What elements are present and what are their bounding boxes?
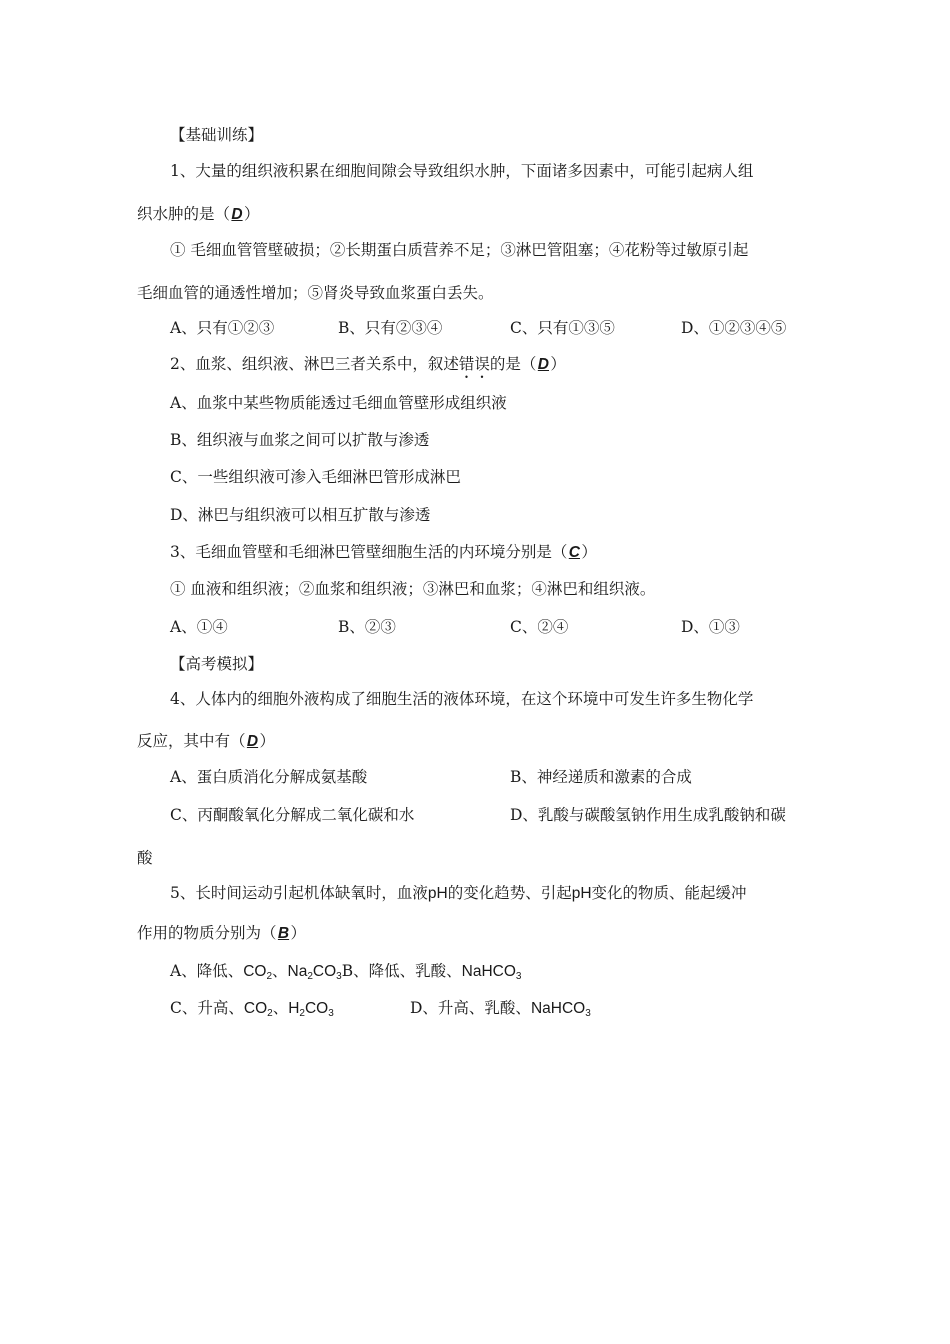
q4-answer: D: [246, 733, 259, 750]
section-heading-exam: 【高考模拟】: [170, 655, 264, 673]
q3-option-d: D、①③: [681, 618, 740, 636]
q5-stem-line2: [137, 923, 817, 944]
q5-option-b-label: B、降低、乳酸、: [341, 962, 462, 980]
q5-stem-text-1: 5、长时间运动引起机体缺氧时，血液: [170, 884, 428, 902]
q3-statements: ① 血液和组织液；②血浆和组织液；③淋巴和血浆；④淋巴和组织液。: [170, 580, 656, 598]
q5-co3-c: CO: [304, 1000, 329, 1017]
q3-option-b: B、②③: [338, 618, 396, 636]
q5-ph-2: pH: [571, 885, 592, 902]
q4-options-row2: [170, 805, 850, 825]
q1-stem-line2: [137, 204, 817, 225]
q1-stem-text: 织水肿的是（: [137, 205, 231, 223]
q5-option-c: [170, 998, 334, 1019]
q4-option-b: B、神经递质和激素的合成: [510, 768, 692, 786]
q3-option-c: C、②④: [510, 618, 569, 636]
q5-ph-1: pH: [427, 885, 448, 902]
q2-emphasis: 错误: [458, 355, 490, 373]
q5-option-d: [410, 998, 591, 1019]
q5-close-paren: ）: [290, 924, 307, 942]
q5-option-c-label: C、升高、: [170, 999, 244, 1017]
q5-option-d-label: D、升高、乳酸、: [410, 999, 531, 1017]
q5-options-ab: [170, 961, 850, 982]
q5-nahco3-d: NaHCO: [530, 1000, 586, 1017]
q2-option-c: C、一些组织液可渗入毛细淋巴管形成淋巴: [170, 468, 461, 486]
q5-na-sub: 2: [307, 971, 313, 982]
q5-separator-2: 、: [272, 999, 289, 1017]
q2-answer: D: [537, 356, 549, 373]
q3-answer: C: [568, 544, 580, 561]
q5-stem-line1: [170, 883, 850, 904]
q4-option-d-wrap: 酸: [137, 849, 153, 867]
q3-option-a: A、①④: [170, 618, 228, 636]
q5-options-cd: [170, 998, 850, 1020]
q5-stem-text-2: 的变化趋势、引起: [447, 884, 572, 902]
q5-h2: H: [288, 1000, 300, 1017]
q4-stem-line1: 4、人体内的细胞外液构成了细胞生活的液体环境，在这个环境中可发生许多生物化学: [170, 690, 754, 708]
q5-nahco3-b: NaHCO: [461, 963, 516, 980]
q1-answer: D: [231, 206, 243, 223]
q5-co2-a: CO: [243, 963, 267, 980]
q1-options: [170, 318, 850, 338]
q1-option-a: A、只有①②③: [170, 319, 275, 337]
q1-option-d: D、①②③④⑤: [681, 319, 787, 337]
q4-options-row1: [170, 767, 850, 787]
q5-separator-1: 、: [272, 962, 288, 980]
q5-co2-c: CO: [243, 1000, 268, 1017]
q4-option-d: D、乳酸与碳酸氢钠作用生成乳酸钠和碳: [510, 806, 786, 824]
q2-option-a: A、血浆中某些物质能透过毛细血管壁形成组织液: [170, 394, 507, 412]
q3-stem-text: 3、毛细血管壁和毛细淋巴管壁细胞生活的内环境分别是（: [170, 543, 568, 561]
q3-close-paren: ）: [581, 543, 597, 561]
q5-stem-text-3: 变化的物质、能起缓冲: [591, 884, 747, 902]
q1-close-paren: ）: [244, 205, 260, 223]
q1-option-b: B、只有②③④: [338, 319, 443, 337]
q5-option-a-label: A、降低、: [170, 962, 244, 980]
q4-stem-text: 反应，其中有（: [137, 732, 246, 750]
q5-nahco3-d-sub: 3: [585, 1008, 591, 1019]
q4-close-paren: ）: [259, 732, 276, 750]
q1-statements-line2: 毛细血管的通透性增加；⑤肾炎导致血浆蛋白丢失。: [137, 284, 494, 302]
q3-stem: [170, 542, 850, 563]
q5-stem-text-4: 作用的物质分别为（: [137, 924, 277, 942]
section-heading-basic: 【基础训练】: [170, 126, 264, 144]
q2-close-paren: ）: [550, 355, 566, 373]
q2-option-d: D、淋巴与组织液可以相互扩散与渗透: [170, 506, 431, 524]
q5-co3: CO: [312, 963, 337, 980]
q5-na: Na: [287, 963, 308, 980]
q5-nahco3-b-sub: 3: [515, 971, 522, 982]
q5-answer: B: [277, 925, 290, 942]
q2-stem-text-2: 的是（: [489, 355, 537, 373]
q4-stem-line2: [137, 731, 817, 752]
q2-stem: [170, 354, 850, 382]
q1-option-c: C、只有①③⑤: [510, 319, 615, 337]
q1-stem-line1: 1、大量的组织液积累在细胞间隙会导致组织水肿，下面诸多因素中，可能引起病人组: [170, 162, 754, 180]
q1-statements-line1: ① 毛细血管管壁破损；②长期蛋白质营养不足；③淋巴管阻塞；④花粉等过敏原引起: [170, 241, 749, 259]
q4-option-c: C、丙酮酸氧化分解成二氧化碳和水: [170, 806, 415, 824]
q2-option-b: B、组织液与血浆之间可以扩散与渗透: [170, 431, 430, 449]
q5-co2-a-sub: 2: [266, 971, 273, 982]
q3-options: [170, 617, 850, 637]
q5-co2-c-sub: 2: [267, 1008, 273, 1019]
q4-option-a: A、蛋白质消化分解成氨基酸: [170, 768, 368, 786]
q5-co3-sub: 3: [336, 971, 342, 982]
q2-stem-text: 2、血浆、组织液、淋巴三者关系中，叙述: [170, 355, 459, 373]
q5-co3-c-sub: 3: [328, 1008, 334, 1019]
q5-h2-sub: 2: [299, 1008, 305, 1019]
